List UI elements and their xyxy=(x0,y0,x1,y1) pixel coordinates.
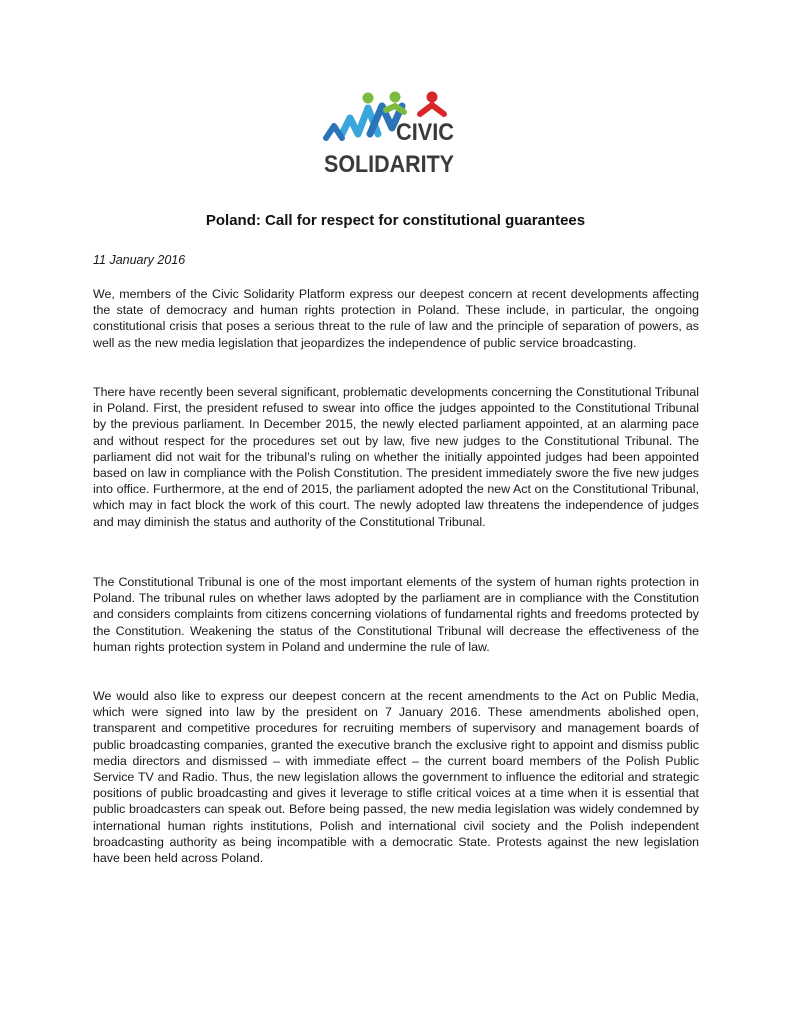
paragraph-tribunal-importance: The Constitutional Tribunal is one of the most important elements of the system of human rights protection in Poland. The tribunal rules on whether laws adopted by the parliament are in compliance with the Constitution and considers complaints from citizens concerning violations of fundamental rights and freedoms protected by the Constitution. Weakening the status of the Constitutional Tribunal will decrease the effectiveness of the human rights protection system in Poland and undermine the rule of law. xyxy=(93,575,699,654)
logo-figure-green-body xyxy=(386,106,404,112)
paragraph-public-media-act: We would also like to express our deepest concern at the recent amendments to the Act on Public Media, which were signed into law by the president on 7 January 2016. These amendments abolished open, transparent and competitive procedures for recruiting members of supervisory and management boards of public broadcasting companies, granted the executive branch the exclusive right to appoint and dismiss public media directors and dismissed – with immediate effect – the current board members of the Polish Public Service TV and Radio. Thus, the new legislation allows the government to influence the editorial and strategic positions of public broadcasting and gives it leverage to stifle critical voices at a time when it is essential that public broadcasters can speak out. Before being passed, the new media legislation was widely condemned by international human rights institutions, Polish and international civil society and the Polish independent broadcasting authority as being incompatible with a democratic State. Protests against the new legislation have been held across Poland. xyxy=(93,689,699,866)
paragraph-intro: We, members of the Civic Solidarity Platform express our deepest concern at recent developments affecting the state of democracy and human rights protection in Poland. These include, in particular, the ongoing constitutional crisis that poses a serious threat to the rule of law and the principle of separation of powers, as well as the new media legislation that jeopardizes the independence of public service broadcasting. xyxy=(93,287,699,350)
logo-figure-green-head-2 xyxy=(390,92,401,103)
logo-text-civic: CIVIC xyxy=(396,119,454,146)
logo-figure-red-body xyxy=(420,105,444,114)
logo-text-solidarity: SOLIDARITY xyxy=(324,151,454,178)
logo-figure-red-head xyxy=(427,92,438,103)
logo-graphic xyxy=(322,88,458,178)
logo-figure-green-head xyxy=(363,93,374,104)
document-title: Poland: Call for respect for constitutional guarantees xyxy=(205,212,586,229)
document-date: 11 January 2016 xyxy=(93,253,186,267)
civic-solidarity-logo xyxy=(322,88,458,178)
paragraph-constitutional-tribunal-developments: There have recently been several significant, problematic developments concerning the Constitutional Tribunal in Poland. First, the president refused to swear into office the judges appointed to the Constitutional Tribunal by the previous parliament. In December 2015, the newly elected parliament appointed, at an alarming pace and without respect for the procedures set out by law, five new judges to the Constitutional Tribunal. The parliament did not wait for the tribunal’s ruling on whether the initially appointed judges had been appointed based on law in compliance with the Polish Constitution. The president immediately swore the five new judges into office. Furthermore, at the end of 2015, the parliament adopted the new Act on the Constitutional Tribunal, which may in fact block the work of this court. The newly adopted law threatens the independence of judges and may diminish the status and authority of the Constitutional Tribunal. xyxy=(93,385,699,529)
logo-zigzag-left xyxy=(326,126,342,138)
